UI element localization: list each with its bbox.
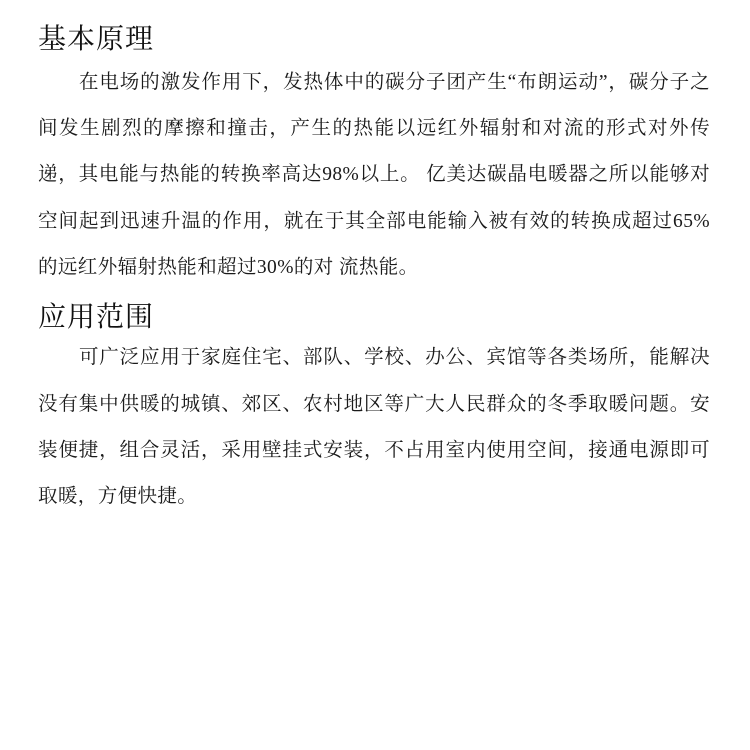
section-spacer — [38, 292, 710, 294]
section-paragraph-application: 可广泛应用于家庭住宅、部队、学校、办公、宾馆等各类场所，能解决没有集中供暖的城镇、郊区、农村地区等广大人民群众的冬季取暖问题。安装便捷，组合灵活，采用壁挂式安装，不占用室内使用空间，接通电源即可取暖，方便快捷。 — [38, 347, 710, 508]
section-heading-application: 应用范围 — [38, 300, 155, 332]
section-paragraph-principle: 在电场的激发作用下，发热体中的碳分子团产生“布朗运动”，碳分子之间发生剧烈的摩擦和撞击，产生的热能以远红外辐射和对流的形式对外传递，其电能与热能的转换率高达98%以上。 亿美达碳晶电暖器之所以能够对空间起到迅速升温的作用，就在于其全部电能输入被有效的转换成超过65%的远红外辐射热能和超过30%的对 流热能。 — [38, 71, 710, 279]
section-heading-principle: 基本原理 — [38, 23, 155, 54]
